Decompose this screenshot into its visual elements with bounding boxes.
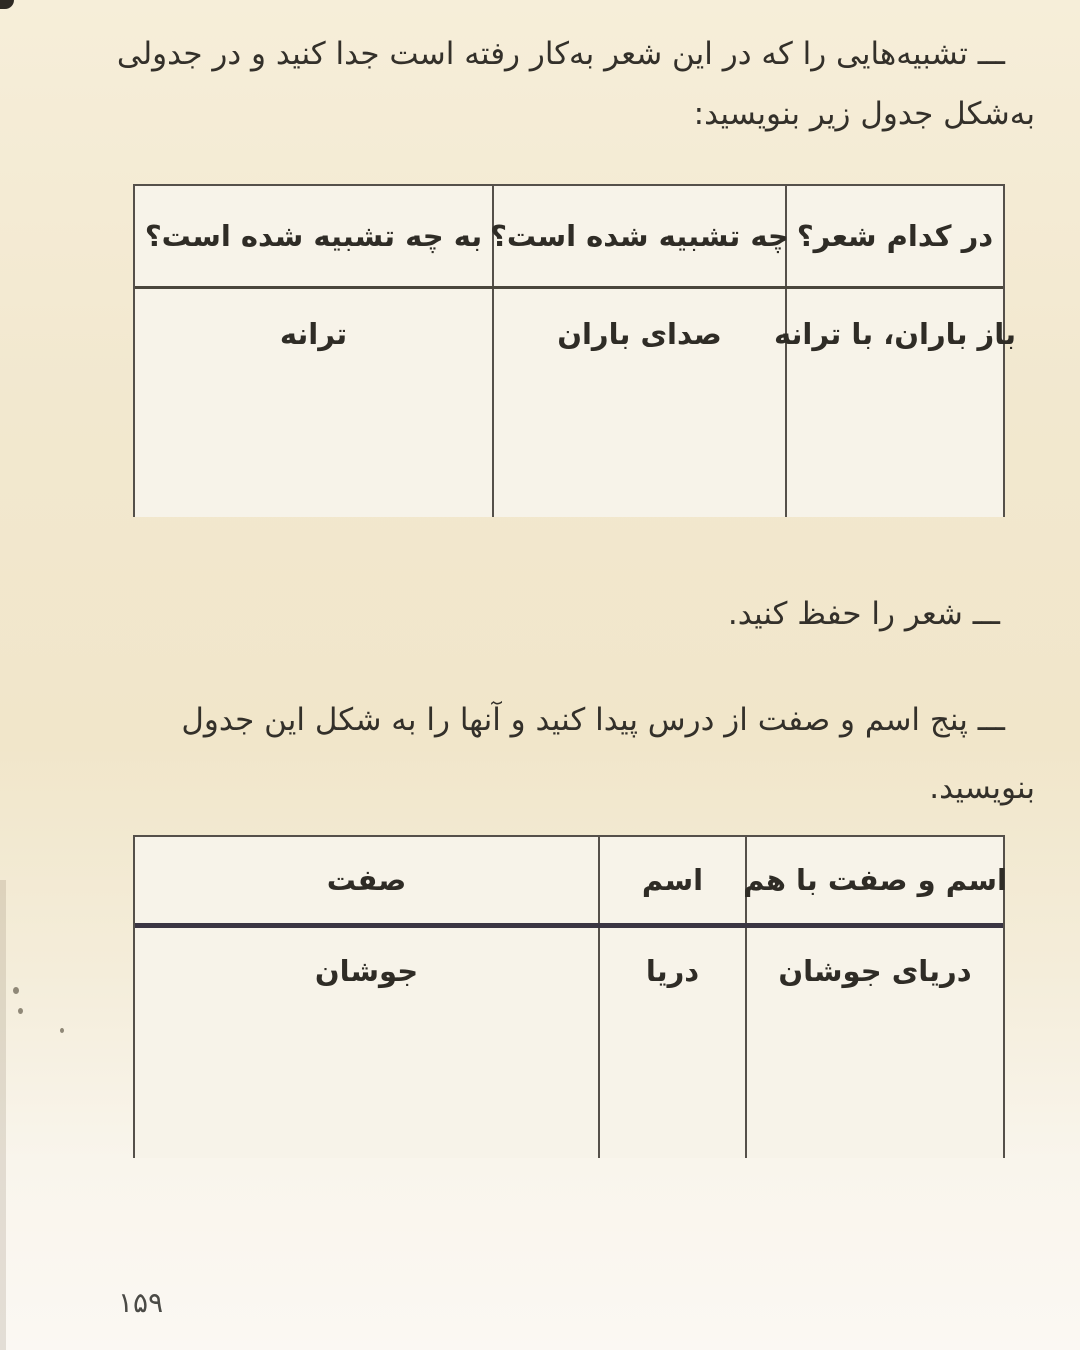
noun-adjective-table-cell-noun: دریا: [598, 928, 745, 1158]
scan-speck: [13, 987, 19, 994]
noun-adjective-table-body-row: [135, 928, 1003, 1158]
instruction-task2: ـــ شعر را حفظ کنید.: [727, 596, 1000, 632]
scan-corner-mark: [0, 0, 14, 9]
noun-adjective-table-header-noun: اسم: [598, 837, 745, 923]
instruction-task3-line1: ـــ پنج اسم و صفت از درس پیدا کنید و آنها را به شکل این جدول: [181, 702, 1005, 738]
simile-table-body-row: [135, 289, 1017, 517]
scan-edge-shadow: [0, 880, 6, 1350]
scan-speck: [18, 1008, 23, 1014]
noun-adjective-table-cell-pair: دریای جوشان: [745, 928, 1003, 1158]
simile-table-cell-compared-to: ترانه: [279, 317, 348, 351]
noun-adjective-table-cell-adjective: جوشان: [314, 954, 419, 988]
simile-table: [133, 184, 1017, 517]
noun-adjective-table: [133, 835, 1005, 1158]
noun-adjective-table-header-adjective: صفت: [326, 863, 407, 897]
noun-adjective-table-header-pair: اسم و صفت با هم: [745, 837, 1003, 923]
simile-table-header-what-compared: چه تشبیه شده است؟: [492, 186, 785, 286]
instruction-task3-line2: بنویسید.: [929, 770, 1035, 806]
noun-adjective-table-header-row: [135, 837, 1007, 923]
instruction-task1-line2: به‌شکل جدول زیر بنویسید:: [693, 96, 1035, 132]
simile-table-header-row: [135, 186, 1003, 286]
simile-table-cell-poem: باز باران، با ترانه: [785, 289, 1003, 517]
page-number: ۱۵۹: [118, 1286, 164, 1319]
simile-table-header-poem: در کدام شعر؟: [785, 186, 1003, 286]
simile-table-cell-what-compared: صدای باران: [492, 289, 785, 517]
instruction-task1-line1: ـــ تشبیه‌هایی را که در این شعر به‌کار رفته است جدا کنید و در جدولی: [116, 36, 1005, 72]
scan-speck: [60, 1028, 64, 1033]
simile-table-header-compared-to: به چه تشبیه شده است؟: [144, 219, 483, 253]
